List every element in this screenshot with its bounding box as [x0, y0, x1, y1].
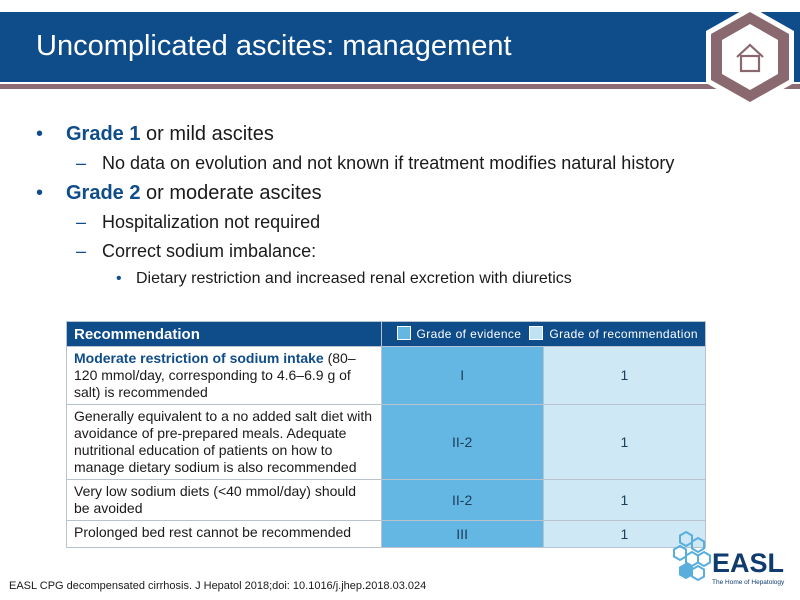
recommendation-swatch	[529, 326, 543, 340]
logo-wordmark: EASL	[712, 548, 785, 578]
bullet-grade2: • Grade 2 or moderate ascites	[36, 181, 776, 205]
slide-title: Uncomplicated ascites: management	[36, 30, 512, 62]
bullet-grade1: • Grade 1 or mild ascites	[36, 122, 776, 146]
bullet-grade2-sub1: – Hospitalization not required	[36, 211, 776, 233]
bullet-grade2-sub2-item: • Dietary restriction and increased renal excretion with diuretics	[36, 269, 776, 289]
easl-logo[interactable]	[672, 528, 792, 590]
header-legend: Grade of evidence Grade of recommendation	[381, 322, 705, 347]
grade-cell: 1	[543, 347, 705, 405]
hexagon-cluster-icon	[674, 532, 710, 580]
table-row	[67, 405, 706, 480]
table-header	[67, 322, 706, 347]
grade-cell: 1	[543, 480, 705, 521]
table-row	[67, 347, 706, 405]
table-row	[67, 521, 706, 548]
bullet-list	[36, 122, 776, 289]
recommendation-table	[66, 321, 706, 548]
grade-cell: 1	[543, 405, 705, 480]
evidence-cell: II-2	[381, 405, 543, 480]
recommendation-text: Moderate restriction of sodium intake (80–120 mmol/day, corresponding to 4.6–6.9 g of salt) is recommended	[67, 347, 382, 405]
table-row	[67, 480, 706, 521]
evidence-cell: I	[381, 347, 543, 405]
bullet-grade2-sub2: – Correct sodium imbalance:	[36, 240, 776, 262]
bullet-grade1-sub: – No data on evolution and not known if treatment modifies natural history	[36, 152, 776, 174]
logo-tagline: The Home of Hepatology	[712, 579, 785, 586]
recommendation-text: Very low sodium diets (<40 mmol/day) should be avoided	[67, 480, 382, 521]
header-recommendation: Recommendation	[67, 322, 382, 347]
evidence-cell: II-2	[381, 480, 543, 521]
grade-cell: 1	[543, 521, 705, 548]
evidence-cell: III	[381, 521, 543, 548]
citation-footer: EASL CPG decompensated cirrhosis. J Hepatol 2018;doi: 10.1016/j.jhep.2018.03.024	[9, 580, 427, 592]
home-button[interactable]	[702, 2, 798, 112]
title-accent-stripe	[0, 84, 800, 89]
recommendation-text: Generally equivalent to a no added salt diet with avoidance of pre-prepared meals. Adequate nutritional education of patients on how to manage dietary sodium is also recommended	[67, 405, 382, 480]
evidence-swatch	[397, 326, 411, 340]
recommendation-text: Prolonged bed rest cannot be recommended	[67, 521, 382, 548]
